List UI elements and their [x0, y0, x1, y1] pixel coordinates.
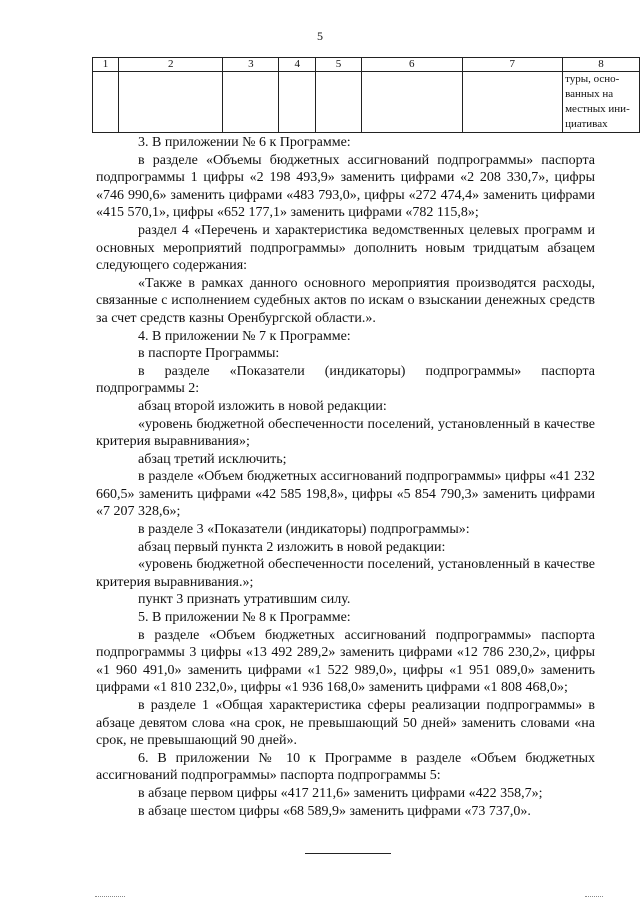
- paragraph: 5. В приложении № 8 к Программе:: [138, 610, 351, 626]
- document-body: [96, 134, 595, 820]
- table-cell: туры, осно-ванных на местных ини-циативах: [563, 72, 640, 133]
- table-header-cell: 1: [93, 58, 119, 72]
- table-header-cell: 8: [563, 58, 640, 72]
- paragraph: в разделе «Показатели (индикаторы) подпрограммы» паспорта подпрограммы 2:: [96, 363, 595, 397]
- paragraph: в разделе «Объем бюджетных ассигнований подпрограммы» паспорта подпрограммы 3 цифры «13 492 289,2» заменить цифрами «12 786 230,2», цифры «1 960 491,0» заменить цифрами «1 522 989,0», цифры «1 951 089,0» заменить цифрами «1 810 232,0», цифры «1 936 168,0» заменить цифрами «1 808 468,0»;: [96, 627, 595, 696]
- table-cell: [93, 72, 119, 133]
- paragraph: 6. В приложении № 10 к Программе в разделе «Объем бюджетных ассигнований подпрограммы» паспорта подпрограммы 5:: [96, 750, 595, 784]
- paragraph: пункт 3 признать утратившим силу.: [138, 592, 351, 608]
- table-header-cell: 7: [462, 58, 563, 72]
- paragraph: раздел 4 «Перечень и характеристика ведомственных целевых программ и основных мероприятий подпрограммы» дополнить новым тридцатым абзацем следующего содержания:: [96, 222, 595, 274]
- table-header-cell: 4: [279, 58, 316, 72]
- paragraph: «уровень бюджетной обеспеченности поселений, установленный в качестве критерия выравнивания»;: [96, 416, 595, 450]
- continuation-table: [92, 57, 640, 133]
- paragraph: абзац третий исключить;: [138, 451, 287, 467]
- table-header-cell: 3: [223, 58, 279, 72]
- paragraph: в паспорте Программы:: [138, 346, 280, 362]
- table-cell: [223, 72, 279, 133]
- table-cell: [118, 72, 223, 133]
- table-cell: [361, 72, 462, 133]
- page-number: 5: [317, 29, 323, 43]
- paragraph: абзац первый пункта 2 изложить в новой редакции:: [138, 539, 446, 555]
- footer-mark-left: [95, 896, 125, 897]
- paragraph: в разделе 3 «Показатели (индикаторы) подпрограммы»:: [138, 522, 470, 538]
- table-cell: [279, 72, 316, 133]
- table-cell: [462, 72, 563, 133]
- paragraph: «уровень бюджетной обеспеченности поселений, установленный в качестве критерия выравнивания.»;: [96, 557, 595, 590]
- table-header-cell: 6: [361, 58, 462, 72]
- paragraph: в абзаце первом цифры «417 211,6» заменить цифрами «422 358,7»;: [138, 785, 543, 801]
- paragraph: 3. В приложении № 6 к Программе:: [138, 135, 351, 150]
- paragraph: «Также в рамках данного основного мероприятия производятся расходы, связанные с исполнением судебных актов по искам о взыскании денежных средств за счет средств казны Оренбургской области.».: [96, 275, 595, 326]
- table-header-cell: 2: [118, 58, 223, 72]
- table-header-row: [93, 58, 640, 72]
- table-row: [93, 72, 640, 133]
- footer-mark-right: [585, 896, 603, 897]
- paragraph: в разделе 1 «Общая характеристика сферы реализации подпрограммы» в абзаце девятом слова «на срок, не превышающий 50 дней» заменить словами «на срок, не превышающий 90 дней».: [96, 698, 595, 749]
- paragraph: абзац второй изложить в новой редакции:: [138, 398, 387, 414]
- paragraph: в разделе «Объем бюджетных ассигнований подпрограммы» цифры «41 232 660,5» заменить цифрами «42 585 198,8», цифры «5 854 790,3» заменить цифрами «7 207 328,6»;: [96, 469, 595, 520]
- end-divider: [305, 853, 391, 854]
- paragraph: в абзаце шестом цифры «68 589,9» заменить цифрами «73 737,0».: [138, 803, 531, 819]
- table-header-cell: 5: [316, 58, 362, 72]
- paragraph: 4. В приложении № 7 к Программе:: [138, 328, 351, 344]
- table-cell: [316, 72, 362, 133]
- paragraph: в разделе «Объемы бюджетных ассигнований подпрограммы» паспорта подпрограммы 1 цифры «2 198 493,9» заменить цифрами «2 208 330,7», цифры «746 990,6» заменить цифрами «483 793,0», цифры «272 474,4» заменить цифрами «415 570,1», цифры «652 177,1» заменить цифрами «782 115,8»;: [96, 152, 595, 221]
